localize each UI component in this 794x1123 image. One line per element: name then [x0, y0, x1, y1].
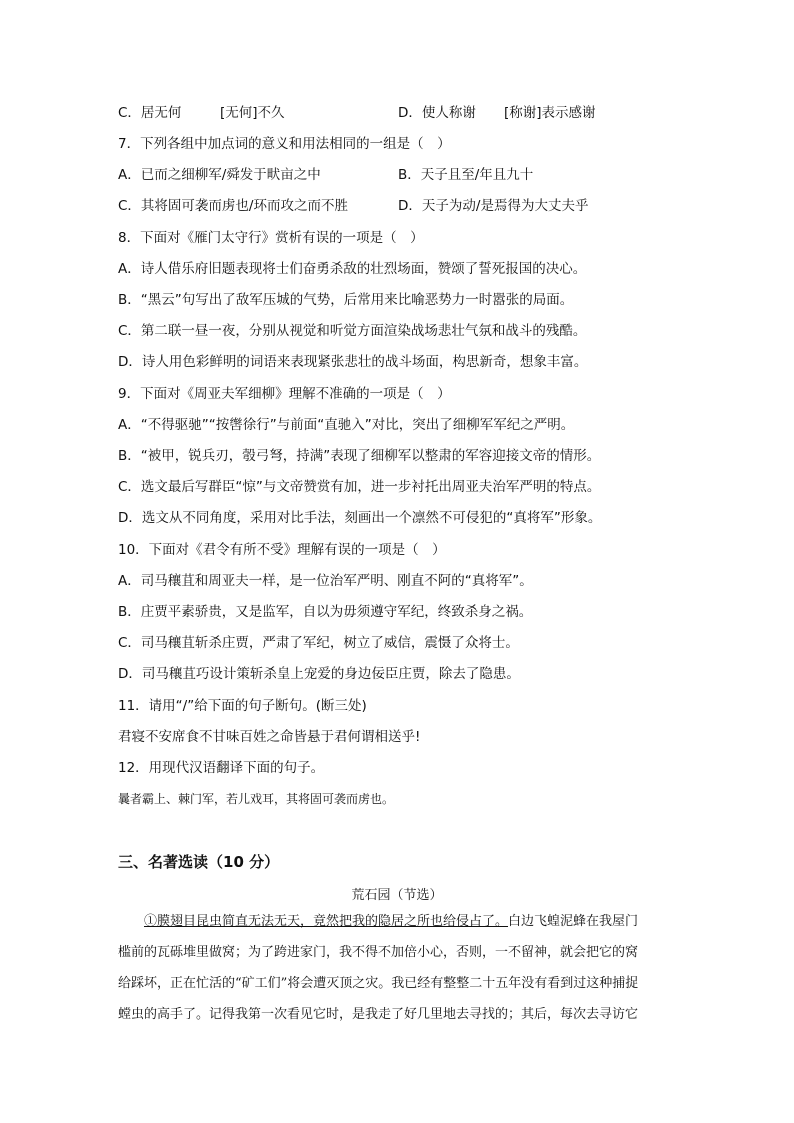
q6-option-d-note: [称谢]表示感谢 — [504, 105, 596, 121]
section-3-title: 三、名著选读（10 分） — [118, 853, 280, 871]
q6-option-c: C．居无何 — [118, 105, 182, 121]
q6-option-c-note: [无何]不久 — [220, 105, 285, 121]
q8-option-a: A．诗人借乐府旧题表现将士们奋勇杀敌的壮烈场面，赞颂了誓死报国的决心。 — [118, 261, 587, 277]
passage-line-4: 螳虫的高手了。记得我第一次看见它时，是我走了好几里地去寻找的；其后，每次去寻访它 — [118, 1007, 639, 1022]
q12-stem: 12．用现代汉语翻译下面的句子。 — [118, 760, 325, 776]
q8-option-d: D．诗人用色彩鲜明的词语来表现紧张悲壮的战斗场面，构思新奇，想象丰富。 — [118, 354, 588, 370]
q10-option-a: A．司马穰苴和周亚夫一样，是一位治军严明、刚直不阿的“真将军”。 — [118, 573, 533, 589]
q6-option-d: D．使人称谢 — [398, 105, 476, 121]
q9-option-a: A．“不得驱驰”“按辔徐行”与前面“直驰入”对比，突出了细柳军军纪之严明。 — [118, 417, 575, 433]
q7-option-b: B．天子且至/年且九十 — [398, 167, 534, 183]
q9-option-c: C．选文最后写群臣“惊”与文帝赞赏有加，进一步衬托出周亚夫治军严明的特点。 — [118, 479, 601, 495]
passage-body — [118, 906, 678, 1030]
q9-option-b: B．“被甲，锐兵刃，彀弓弩，持满”表现了细柳军以整肃的军容迎接文帝的情形。 — [118, 448, 601, 464]
passage-line-1-underlined: ①膜翅目昆虫简直无法无天，竟然把我的隐居之所也给侵占了。 — [144, 914, 509, 929]
q12-sentence: 曩者霸上、棘门军，若儿戏耳，其将固可袭而虏也。 — [118, 792, 395, 806]
q6-options-row — [118, 104, 596, 122]
q7-options-row-2 — [118, 197, 589, 215]
passage-line-1-rest: 白边飞蝗泥蜂在我屋门 — [508, 914, 639, 929]
passage-line-2: 槛前的瓦砾堆里做窝；为了跨进家门，我不得不加倍小心，否则，一不留神，就会把它的窝 — [118, 945, 639, 960]
q8-option-b: B．“黑云”句写出了敌军压城的气势，后常用来比喻恶势力一时嚣张的局面。 — [118, 292, 574, 308]
q7-option-c: C．其将固可袭而虏也/环而攻之而不胜 — [118, 198, 348, 214]
q7-option-d: D．天子为动/是焉得为大丈夫乎 — [398, 198, 589, 214]
q7-option-a: A．已而之细柳军/舜发于畎亩之中 — [118, 167, 321, 183]
q9-option-d: D．选文从不同角度，采用对比手法，刻画出一个凛然不可侵犯的“真将军”形象。 — [118, 510, 602, 526]
q7-stem: 7．下列各组中加点词的意义和用法相同的一组是（ ） — [118, 136, 451, 152]
q9-stem: 9．下面对《周亚夫军细柳》理解不准确的一项是（ ） — [118, 386, 451, 402]
q10-option-c: C．司马穰苴斩杀庄贾，严肃了军纪，树立了威信，震慑了众将士。 — [118, 635, 519, 651]
q11-stem: 11．请用“/”给下面的句子断句。(断三处) — [118, 698, 367, 714]
passage-line-3: 给踩坏，正在忙活的“矿工们”将会遭灭顶之灾。我已经有整整二十五年没有看到过这种捕捉 — [118, 976, 639, 991]
q8-option-c: C．第二联一昼一夜，分别从视觉和听觉方面渲染战场悲壮气氛和战斗的残酷。 — [118, 323, 587, 339]
q8-stem: 8．下面对《雁门太守行》赏析有误的一项是（ ） — [118, 230, 424, 246]
q7-options-row-1 — [118, 166, 534, 184]
q10-stem: 10．下面对《君令有所不受》理解有误的一项是（ ） — [118, 542, 446, 558]
q10-option-b: B．庄贾平素骄贵，又是监军，自以为毋须遵守军纪，终致杀身之祸。 — [118, 604, 533, 620]
passage-title: 荒石园（节选） — [351, 888, 443, 903]
q11-sentence: 君寝不安席食不甘味百姓之命皆悬于君何谓相送乎! — [118, 729, 421, 745]
passage-line-1 — [118, 906, 678, 937]
q10-option-d: D．司马穰苴巧设计策斩杀皇上宠爱的身边佞臣庄贾，除去了隐患。 — [118, 666, 520, 682]
